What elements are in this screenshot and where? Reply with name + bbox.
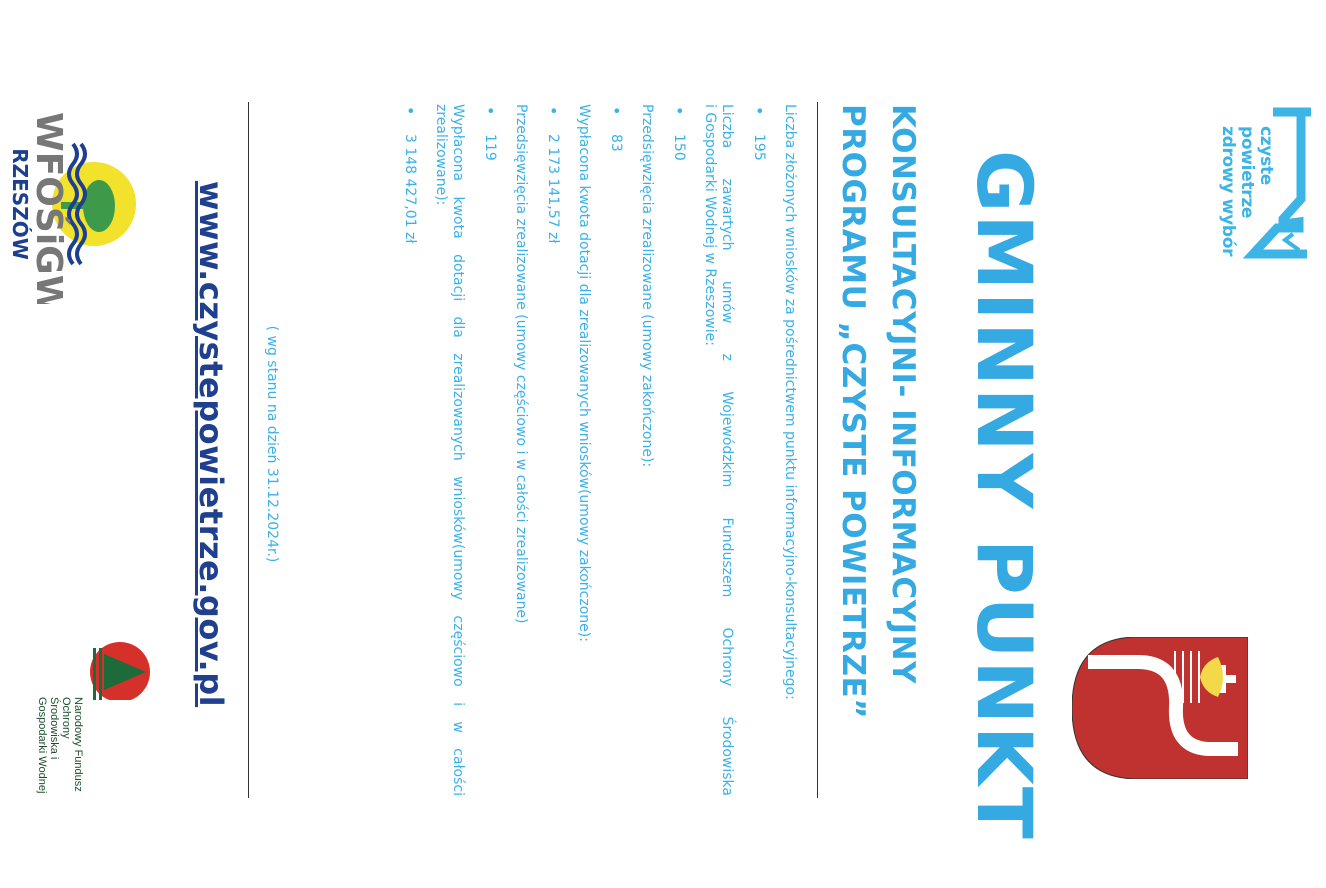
stat-label: Liczba złożonych wniosków za pośrednictwem punktu informacyjno-konsultacyjnego: xyxy=(782,104,798,700)
cp-line2: zdrowy wybór xyxy=(1218,126,1238,257)
stat-label: Przedsięwzięcia zrealizowane (umowy częściowo i w całości zrealizowane) xyxy=(513,104,529,624)
stat-label-cont: zrealizowane): xyxy=(433,104,449,206)
stat-value: • 119 xyxy=(472,104,508,796)
page-title: GMINNY PUNKT xyxy=(960,150,1049,841)
stat-value: • 2 173 141,57 zł xyxy=(535,104,571,796)
stat-label: Przedsięwzięcia zrealizowane (umowy zakończone): xyxy=(639,104,655,468)
coat-of-arms xyxy=(1072,637,1248,779)
wfosigw-logo xyxy=(9,104,139,304)
czyste-powietrze-wordmark xyxy=(1218,126,1275,274)
stat-label: Wypłacona kwota dotacji dla zrealizowanych wniosków(umowy zakończone): xyxy=(576,104,592,642)
stat-value: • 195 xyxy=(741,104,777,796)
stat-label-cont: i Gospodarki Wodnej w Rzeszowie: xyxy=(702,104,718,346)
stat-label: Liczba zawartych umów z Wojewódzkim Funduszem Ochrony Środowiska xyxy=(719,104,735,796)
stat-value: • 83 xyxy=(598,104,634,796)
wfos-acronym: WFOŚiGW xyxy=(28,112,69,304)
subtitle-line1: KONSULTACYJNI- INFORMACYJNY xyxy=(885,104,921,684)
subtitle-line2: PROGRAMU „CZYSTE POWIETRZE” xyxy=(835,104,871,720)
statistics-list xyxy=(386,104,798,796)
divider-bottom xyxy=(248,102,249,798)
wfos-city: RZESZÓW xyxy=(9,148,32,260)
nfosigw-name: Narodowy Fundusz Ochrony Środowiska i Gospodarki Wodnej xyxy=(36,697,84,794)
as-of-date: ( wg stanu na dzień 31.12.2024r.) xyxy=(264,325,280,563)
czyste-powietrze-logo xyxy=(1188,104,1313,274)
stat-value: • 150 xyxy=(661,104,697,796)
divider-top xyxy=(817,102,818,798)
stat-label: Wypłacona kwota dotacji dla zrealizowanych wniosków(umowy częściowo i w całości xyxy=(450,104,466,796)
website-link[interactable]: www.czystepowietrze.gov.pl xyxy=(192,180,230,708)
cp-line1: czyste powietrze xyxy=(1237,126,1276,219)
stat-value: • 3 148 427,01 zł xyxy=(392,104,428,796)
